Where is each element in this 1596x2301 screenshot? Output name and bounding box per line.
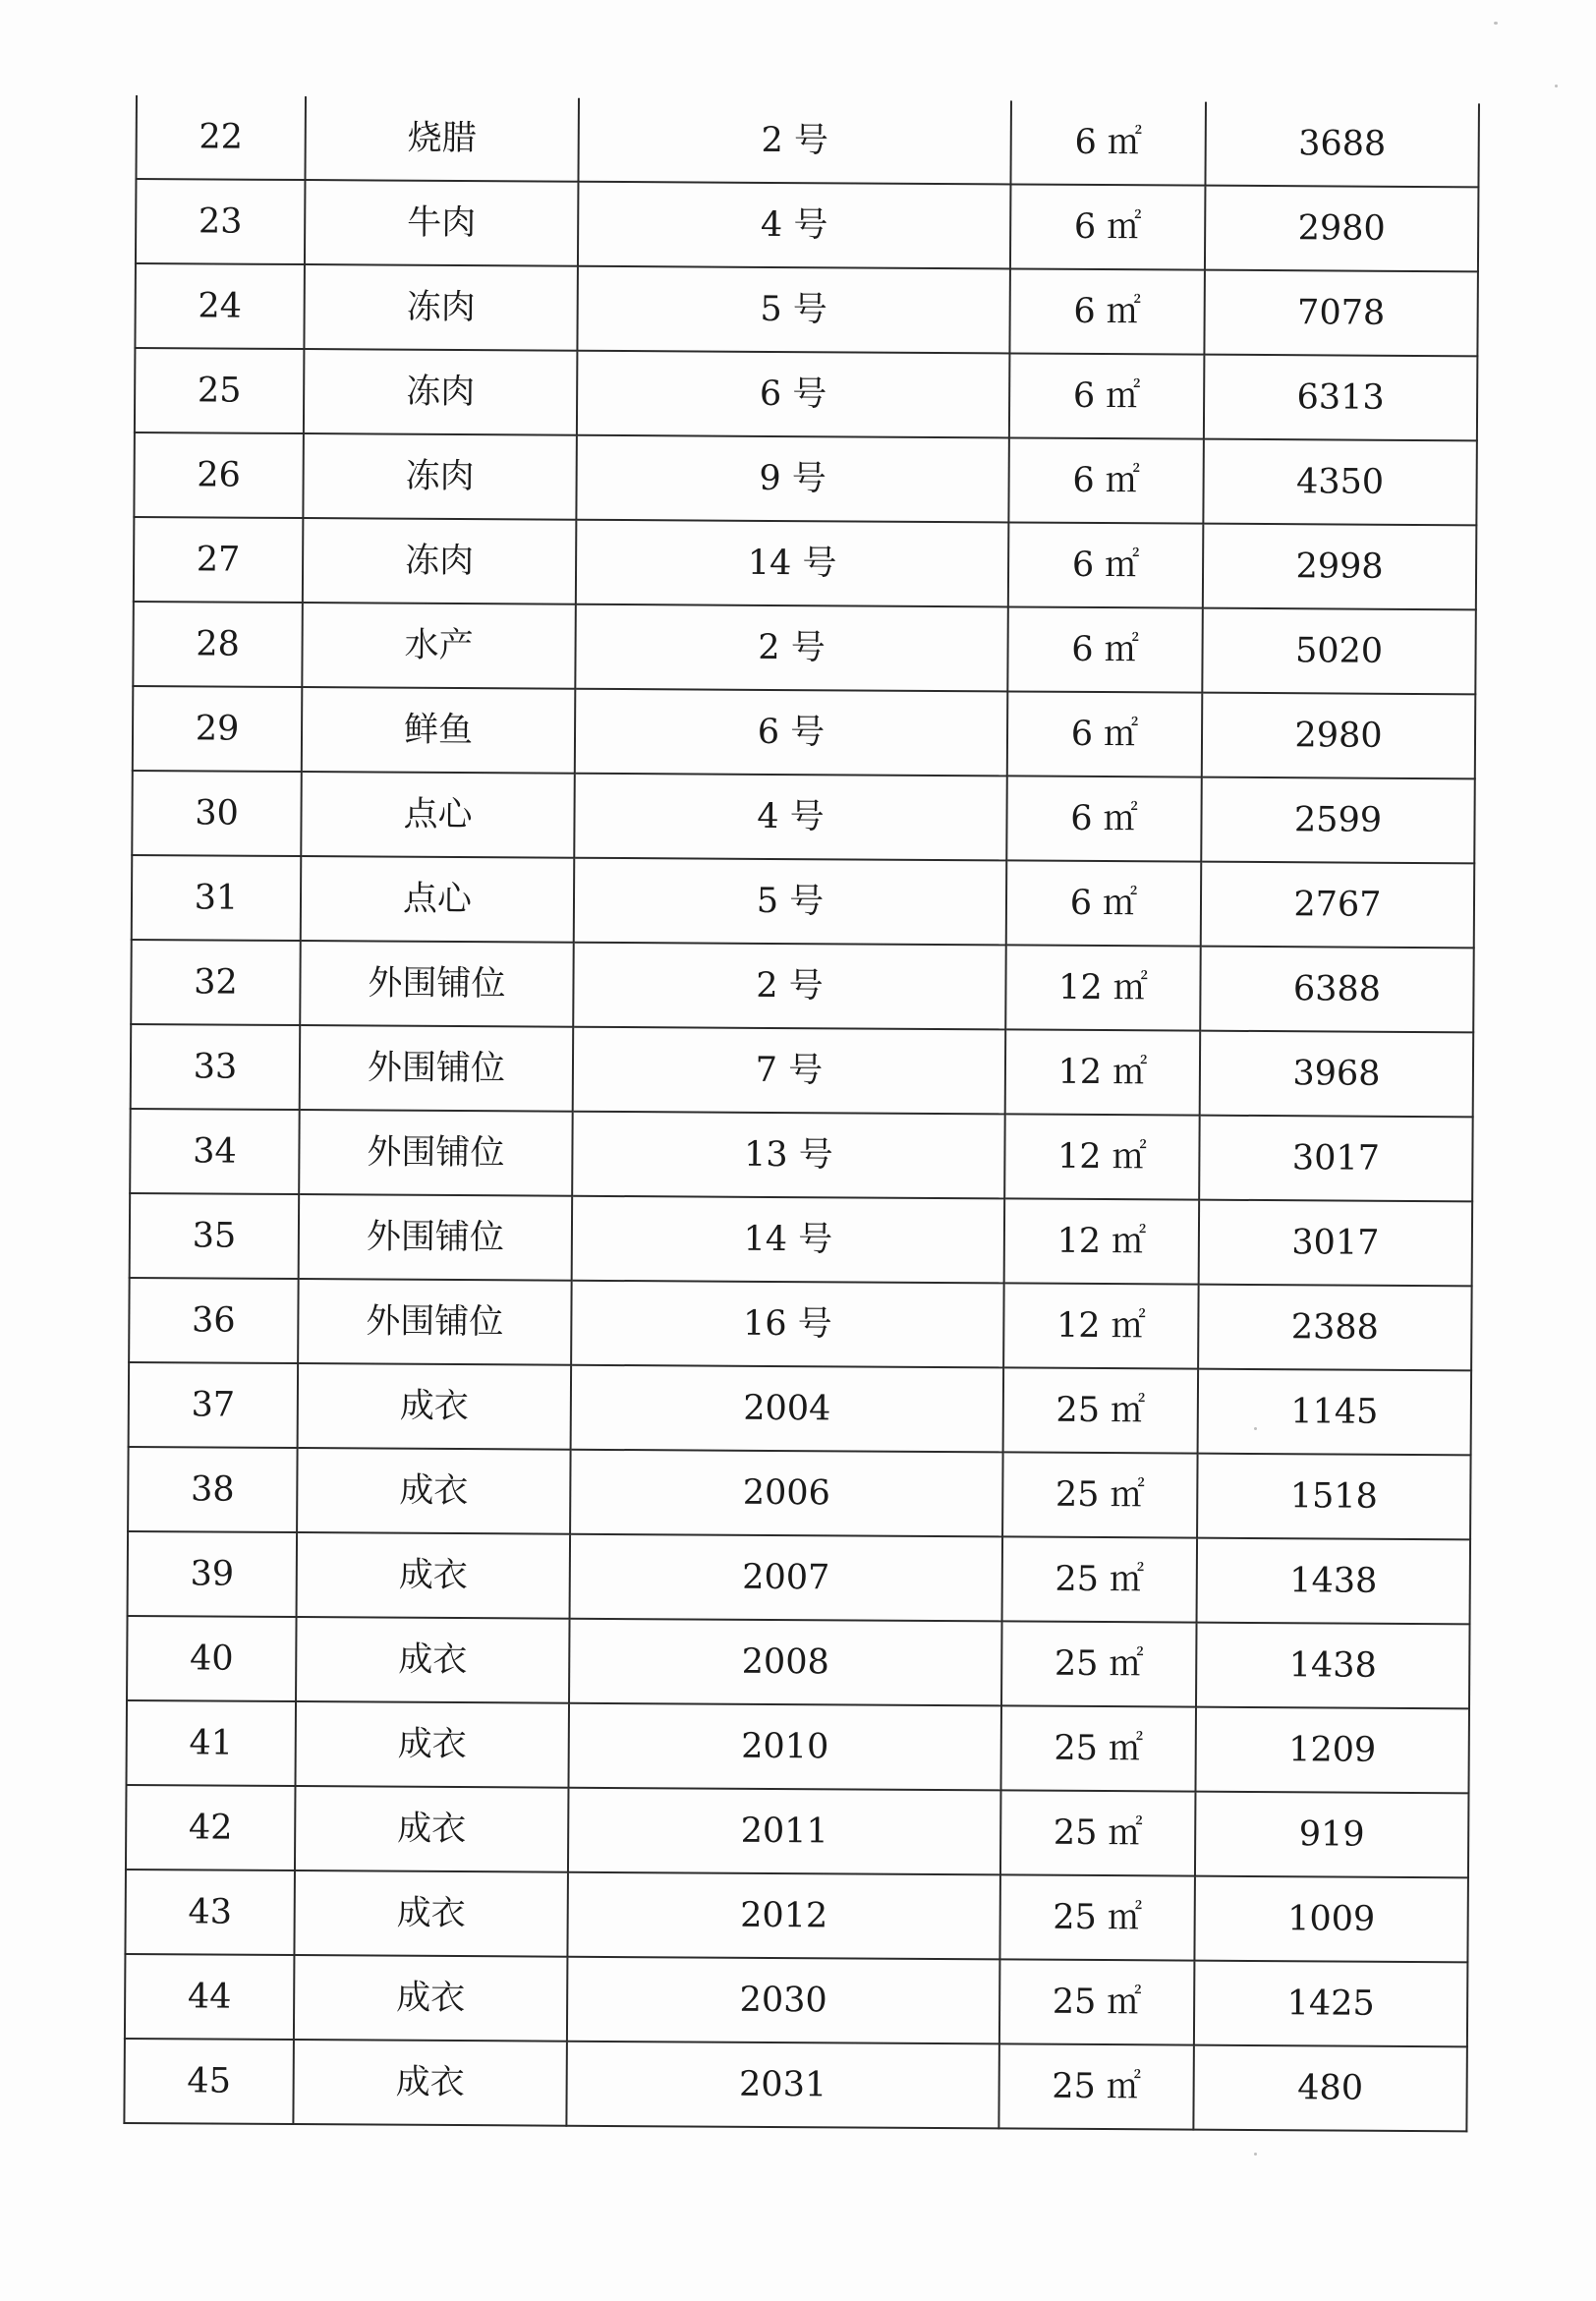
- amount-cell: 2998: [1203, 524, 1477, 610]
- amount-cell: 4350: [1203, 439, 1477, 526]
- category-cell: 冻肉: [303, 518, 577, 604]
- stall-table: [123, 95, 1480, 2132]
- amount-cell: 1145: [1198, 1369, 1472, 1456]
- row-index-cell: 28: [133, 602, 303, 687]
- stall-number-cell: 2 号: [578, 98, 1011, 185]
- stall-number-cell: 2008: [569, 1619, 1002, 1706]
- amount-cell: 3017: [1199, 1200, 1473, 1287]
- amount-cell: 1438: [1197, 1538, 1471, 1625]
- area-cell: 12 ㎡: [1004, 1198, 1200, 1284]
- table-row: [124, 2039, 1466, 2131]
- category-cell: 成衣: [293, 2040, 567, 2126]
- table-row: [136, 95, 1478, 187]
- row-index-cell: 44: [125, 1954, 295, 2040]
- amount-cell: 7078: [1204, 270, 1478, 357]
- stall-number-cell: 6 号: [577, 351, 1010, 438]
- category-cell: 成衣: [296, 1617, 570, 1703]
- table-row: [128, 1531, 1470, 1624]
- area-cell: 25 ㎡: [999, 1874, 1195, 1960]
- amount-cell: 1518: [1197, 1454, 1471, 1540]
- amount-cell: 1438: [1196, 1623, 1470, 1709]
- stall-number-cell: 2012: [567, 1872, 1000, 1960]
- stall-number-cell: 2004: [571, 1365, 1004, 1453]
- area-cell: 6 ㎡: [1008, 437, 1204, 523]
- table-row: [134, 432, 1476, 525]
- stall-number-cell: 2011: [568, 1788, 1001, 1875]
- table-row: [125, 1954, 1467, 2046]
- area-cell: 6 ㎡: [1009, 268, 1205, 354]
- amount-cell: 6388: [1200, 947, 1474, 1033]
- area-cell: 12 ㎡: [1004, 1114, 1200, 1199]
- amount-cell: 6313: [1204, 355, 1478, 441]
- row-index-cell: 34: [130, 1109, 300, 1194]
- area-cell: 25 ㎡: [1001, 1621, 1197, 1706]
- stall-number-cell: 16 号: [571, 1281, 1004, 1368]
- amount-cell: 2599: [1201, 777, 1475, 864]
- row-index-cell: 43: [125, 1870, 295, 1955]
- category-cell: 成衣: [294, 1955, 568, 2042]
- row-index-cell: 30: [132, 771, 302, 856]
- category-cell: 冻肉: [304, 349, 578, 435]
- table-row: [126, 1700, 1468, 1793]
- stall-number-cell: 6 号: [575, 689, 1008, 777]
- area-cell: 6 ㎡: [1007, 606, 1203, 692]
- table-row: [126, 1785, 1468, 1877]
- stall-number-cell: 2 号: [575, 604, 1008, 692]
- category-cell: 点心: [301, 856, 575, 943]
- area-cell: 25 ㎡: [1000, 1705, 1196, 1791]
- amount-cell: 480: [1193, 2045, 1467, 2132]
- category-cell: 成衣: [297, 1532, 571, 1619]
- stall-table-body: [124, 95, 1479, 2131]
- table-row: [132, 771, 1474, 863]
- table-row: [132, 855, 1474, 948]
- table-row: [135, 348, 1477, 440]
- stall-number-cell: 9 号: [576, 435, 1009, 523]
- stall-number-cell: 7 号: [573, 1027, 1006, 1115]
- category-cell: 水产: [302, 603, 576, 689]
- area-cell: 12 ㎡: [1003, 1283, 1199, 1368]
- scan-speck: [1254, 1427, 1257, 1430]
- row-index-cell: 26: [134, 432, 304, 518]
- area-cell: 25 ㎡: [1003, 1367, 1199, 1453]
- table-row: [135, 263, 1477, 356]
- amount-cell: 1425: [1194, 1961, 1468, 2047]
- area-cell: 25 ㎡: [999, 1959, 1195, 2044]
- table-row: [128, 1447, 1470, 1539]
- area-cell: 12 ㎡: [1005, 1029, 1201, 1115]
- stall-number-cell: 4 号: [574, 774, 1007, 861]
- category-cell: 外围铺位: [299, 1194, 573, 1281]
- row-index-cell: 23: [136, 179, 306, 264]
- amount-cell: 1009: [1194, 1876, 1468, 1963]
- stall-number-cell: 14 号: [572, 1196, 1005, 1284]
- stall-number-cell: 14 号: [576, 520, 1009, 607]
- table-row: [129, 1278, 1471, 1370]
- table-row: [125, 1870, 1467, 1962]
- amount-cell: 2388: [1198, 1285, 1472, 1371]
- area-cell: 6 ㎡: [1009, 353, 1205, 438]
- stall-number-cell: 2006: [570, 1450, 1003, 1537]
- table-row: [131, 1024, 1473, 1117]
- amount-cell: 5020: [1202, 608, 1476, 695]
- amount-cell: 1209: [1195, 1707, 1469, 1794]
- row-index-cell: 24: [135, 263, 305, 349]
- area-cell: 12 ㎡: [1005, 945, 1201, 1030]
- row-index-cell: 27: [134, 517, 304, 603]
- row-index-cell: 32: [131, 940, 301, 1025]
- row-index-cell: 45: [124, 2039, 294, 2124]
- category-cell: 外围铺位: [298, 1279, 572, 1365]
- area-cell: 6 ㎡: [1006, 860, 1202, 946]
- row-index-cell: 37: [129, 1362, 299, 1448]
- row-index-cell: 40: [127, 1616, 297, 1701]
- stall-number-cell: 5 号: [574, 858, 1007, 946]
- stall-number-cell: 13 号: [572, 1112, 1005, 1199]
- row-index-cell: 22: [136, 95, 306, 180]
- row-index-cell: 38: [128, 1447, 298, 1532]
- stall-number-cell: 2007: [570, 1534, 1003, 1622]
- amount-cell: 2980: [1202, 693, 1476, 779]
- table-row: [136, 179, 1478, 271]
- table-row: [129, 1362, 1471, 1455]
- amount-cell: 3017: [1199, 1116, 1473, 1202]
- area-cell: 25 ㎡: [1000, 1790, 1196, 1875]
- category-cell: 外围铺位: [300, 941, 574, 1027]
- stall-number-cell: 5 号: [577, 266, 1010, 354]
- category-cell: 成衣: [295, 1701, 569, 1788]
- amount-cell: 2980: [1205, 186, 1479, 272]
- scan-speck: [1555, 85, 1558, 87]
- stall-number-cell: 2 号: [573, 943, 1006, 1030]
- row-index-cell: 29: [133, 686, 303, 772]
- row-index-cell: 31: [132, 855, 302, 941]
- category-cell: 牛肉: [305, 180, 579, 266]
- area-cell: 6 ㎡: [1008, 522, 1204, 607]
- row-index-cell: 25: [135, 348, 305, 433]
- area-cell: 25 ㎡: [998, 2043, 1194, 2129]
- category-cell: 外围铺位: [300, 1025, 574, 1112]
- amount-cell: 2767: [1201, 862, 1475, 949]
- stall-number-cell: 2031: [566, 2042, 999, 2129]
- stall-number-cell: 2010: [568, 1703, 1001, 1791]
- row-index-cell: 41: [126, 1700, 296, 1786]
- scan-speck: [1494, 22, 1498, 25]
- category-cell: 冻肉: [304, 264, 578, 351]
- area-cell: 25 ㎡: [1002, 1452, 1198, 1537]
- amount-cell: 3968: [1200, 1031, 1474, 1118]
- table-row: [130, 1109, 1472, 1201]
- row-index-cell: 35: [130, 1193, 300, 1279]
- table-row: [133, 602, 1475, 694]
- category-cell: 烧腊: [305, 96, 579, 182]
- category-cell: 点心: [301, 772, 575, 858]
- scan-speck: [1254, 2153, 1257, 2156]
- category-cell: 成衣: [297, 1448, 571, 1534]
- category-cell: 成衣: [298, 1363, 572, 1450]
- category-cell: 外围铺位: [299, 1110, 573, 1196]
- amount-cell: 3688: [1205, 102, 1479, 188]
- row-index-cell: 36: [129, 1278, 299, 1363]
- category-cell: 成衣: [295, 1786, 569, 1872]
- area-cell: 6 ㎡: [1006, 776, 1202, 861]
- area-cell: 25 ㎡: [1002, 1536, 1198, 1622]
- category-cell: 成衣: [294, 1870, 568, 1957]
- table-row: [130, 1193, 1472, 1286]
- row-index-cell: 39: [128, 1531, 298, 1617]
- table-row: [127, 1616, 1469, 1708]
- row-index-cell: 42: [126, 1785, 296, 1870]
- table-row: [131, 940, 1473, 1032]
- area-cell: 6 ㎡: [1007, 691, 1203, 777]
- stall-number-cell: 4 号: [578, 182, 1011, 269]
- table-row: [133, 686, 1475, 778]
- table-row: [134, 517, 1476, 609]
- area-cell: 6 ㎡: [1010, 184, 1206, 269]
- area-cell: 6 ㎡: [1010, 100, 1206, 185]
- amount-cell: 919: [1195, 1792, 1469, 1878]
- category-cell: 鲜鱼: [302, 687, 576, 774]
- row-index-cell: 33: [131, 1024, 301, 1110]
- category-cell: 冻肉: [303, 433, 577, 520]
- stall-number-cell: 2030: [567, 1957, 1000, 2044]
